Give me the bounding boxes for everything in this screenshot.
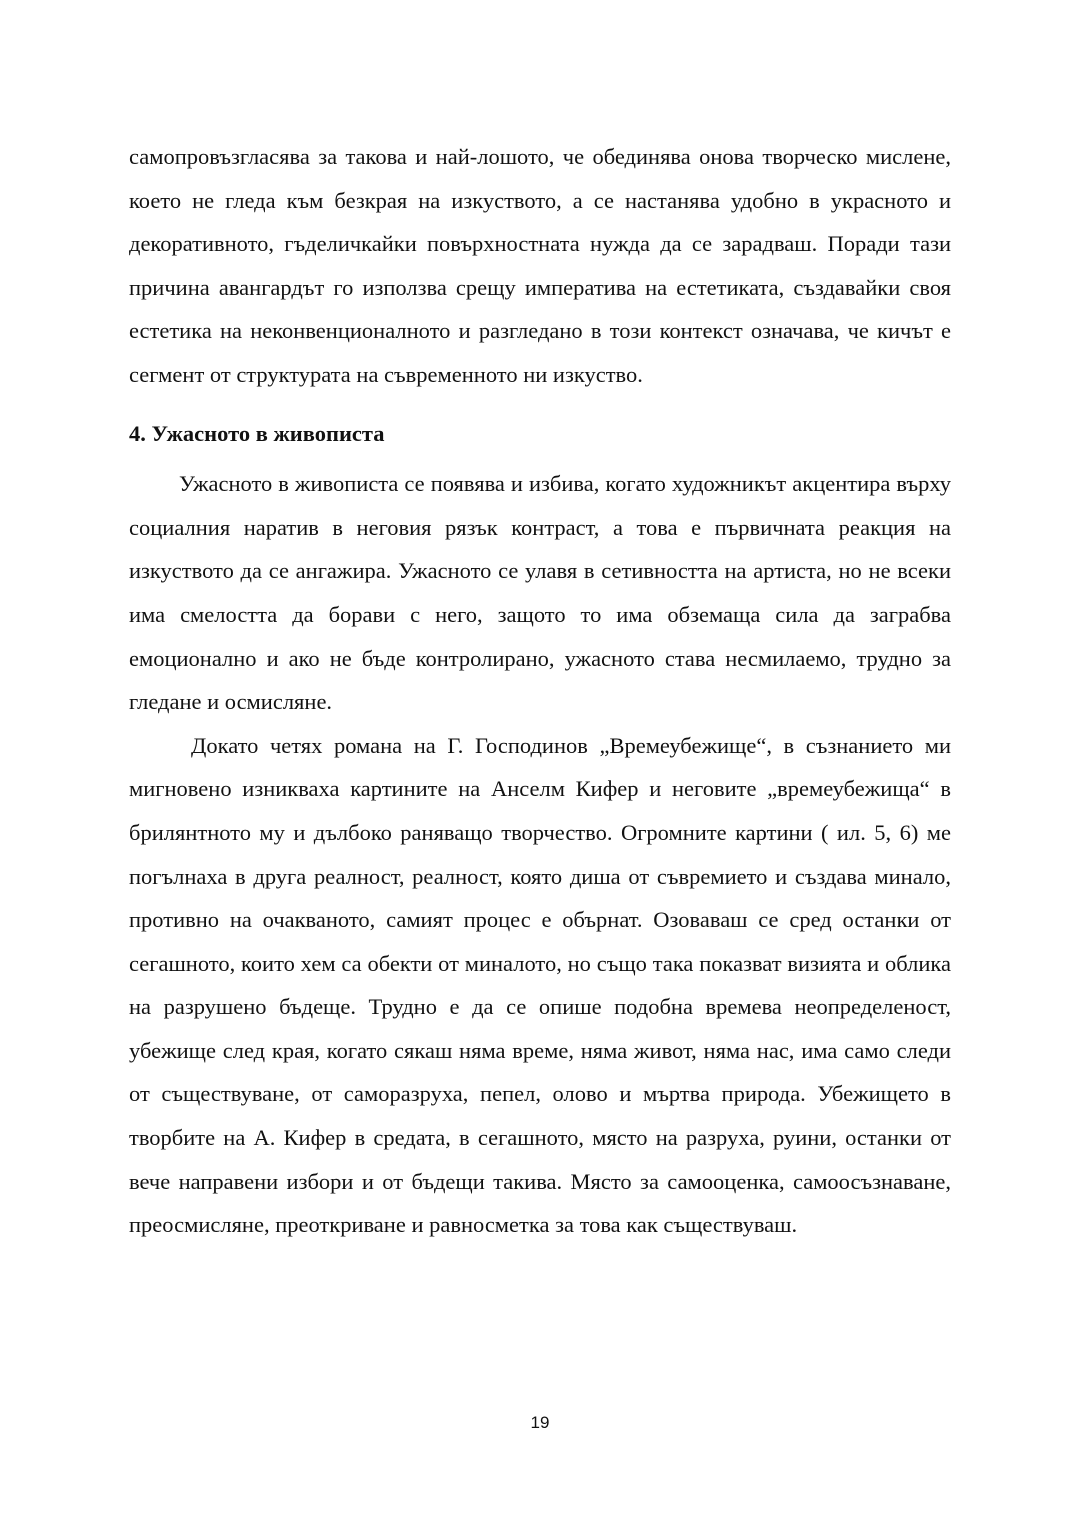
paragraph-continuation: самопровъзгласява за такова и най-лошото, че обединява онова творческо мислене, което не гледа към безкрая на изкуството, а се настанява удобно в украсното и декоративното, гъделичкайки повърхностната нужда да се зарадваш. Поради тази причина авангардът го използва срещу императива на естетиката, създавайки своя естетика на неконвенционалното и разгледано в този контекст означава, че кичът е сегмент от структурата на съвременното ни изкуство.	[129, 144, 951, 387]
paragraph-kiefer: Докато четях романа на Г. Господинов „Времеубежище“, в съзнанието ми мигновено изникваха картините на Анселм Кифер и неговите „времеубежища“ в брилянтното му и дълбоко раняващо творчество. Огромните картини ( ил. 5, 6) ме погълнаха в друга реалност, реалност, която диша от съвремието и създава минало, противно на очакваното, самият процес е обърнат. Озоваваш се сред останки от сегашното, които хем са обекти от миналото, но също така показват визията и облика на разрушено бъдеще. Трудно е да се опише подобна времева неопределеност, убежище след края, когато сякаш няма време, няма живот, няма нас, има само следи от съществуване, от саморазруха, пепел, олово и мъртва природа. Убежището в творбите на А. Кифер в средата, в сегашното, място на разруха, руини, останки от вече направени избори и от бъдещи такива. Място за самооценка, самоосъзнаване, преосмисляне, преоткриване и равносметка за това как съществуваш.	[129, 732, 951, 1238]
document-body	[129, 135, 951, 1247]
section-heading: 4. Ужасното в живописта	[129, 420, 385, 446]
paragraph-horror-intro: Ужасното в живописта се появява и избива, когато художникът акцентира върху социалния наратив в неговия рязък контраст, а това е първичната реакция на изкуството да се ангажира. Ужасното се улавя в сетивността на артиста, но не всеки има смелостта да борави с него, защото то има обземаща сила да заграбва емоционално и ако не бъде контролирано, ужасното става несмилаемо, трудно за гледане и осмисляне.	[129, 471, 951, 715]
page-number: 19	[530, 1413, 550, 1432]
